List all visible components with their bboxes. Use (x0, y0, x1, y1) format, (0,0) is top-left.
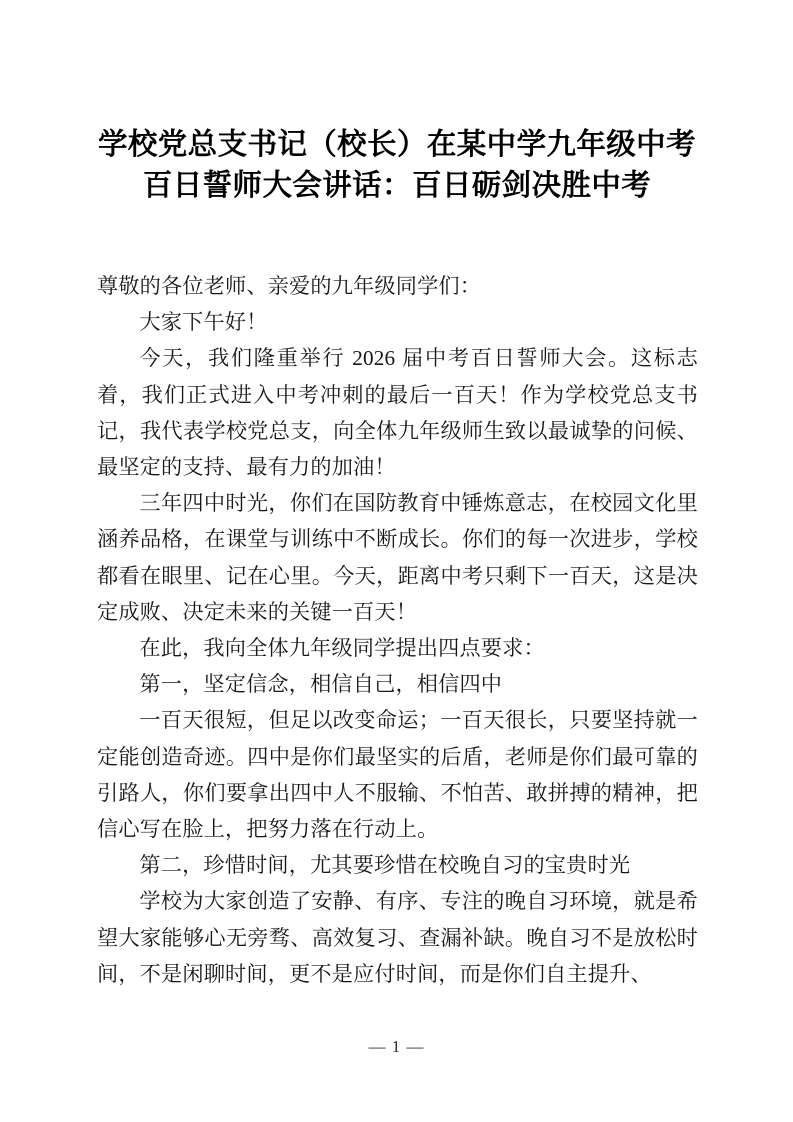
paragraph-four-requirements-lead: 在此，我向全体九年级同学提出四点要求： (139, 636, 545, 661)
paragraph-opening: 今天，我们隆重举行 2026 届中考百日誓师大会。这标志着，我们正式进入中考冲刺的最后一百天！作为学校党总支书记，我代表学校党总支，向全体九年级师生致以最诚挚的问候、最坚定的支持、最有力的加油！ (97, 346, 698, 480)
paragraph-requirement-two-body: 学校为大家创造了安静、有序、专注的晚自习环境，就是希望大家能够心无旁骛、高效复习、查漏补缺。晚自习不是放松时间，不是闲聊时间，更不是应付时间，而是你们自主提升、 (97, 889, 698, 986)
document-body (97, 268, 698, 992)
page-footer: — 1 — (368, 1037, 425, 1056)
paragraph-review: 三年四中时光，你们在国防教育中锤炼意志，在校园文化里涵养品格，在课堂与训练中不断成长。你们的每一次进步，学校都看在眼里、记在心里。今天，距离中考只剩下一百天，这是决定成败、决定未来的关键一百天！ (97, 491, 698, 624)
paragraph-salutation: 尊敬的各位老师、亲爱的九年级同学们： (97, 274, 482, 298)
paragraph-greeting: 大家下午好！ (139, 310, 268, 335)
paragraph-requirement-one-heading: 第一，坚定信念，相信自己，相信四中 (139, 672, 503, 697)
paragraph-requirement-two-heading: 第二，珍惜时间，尤其要珍惜在校晚自习的宝贵时光 (139, 853, 631, 878)
page-title: 学校党总支书记（校长）在某中学九年级中考百日誓师大会讲话：百日砺剑决胜中考 (97, 127, 696, 202)
paragraph-requirement-one-body: 一百天很短，但足以改变命运；一百天很长，只要坚持就一定能创造奇迹。四中是你们最坚实的后盾，老师是你们最可靠的引路人，你们要拿出四中人不服输、不怕苦、敢拼搏的精神，把信心写在脸上，把努力落在行动上。 (97, 708, 698, 842)
